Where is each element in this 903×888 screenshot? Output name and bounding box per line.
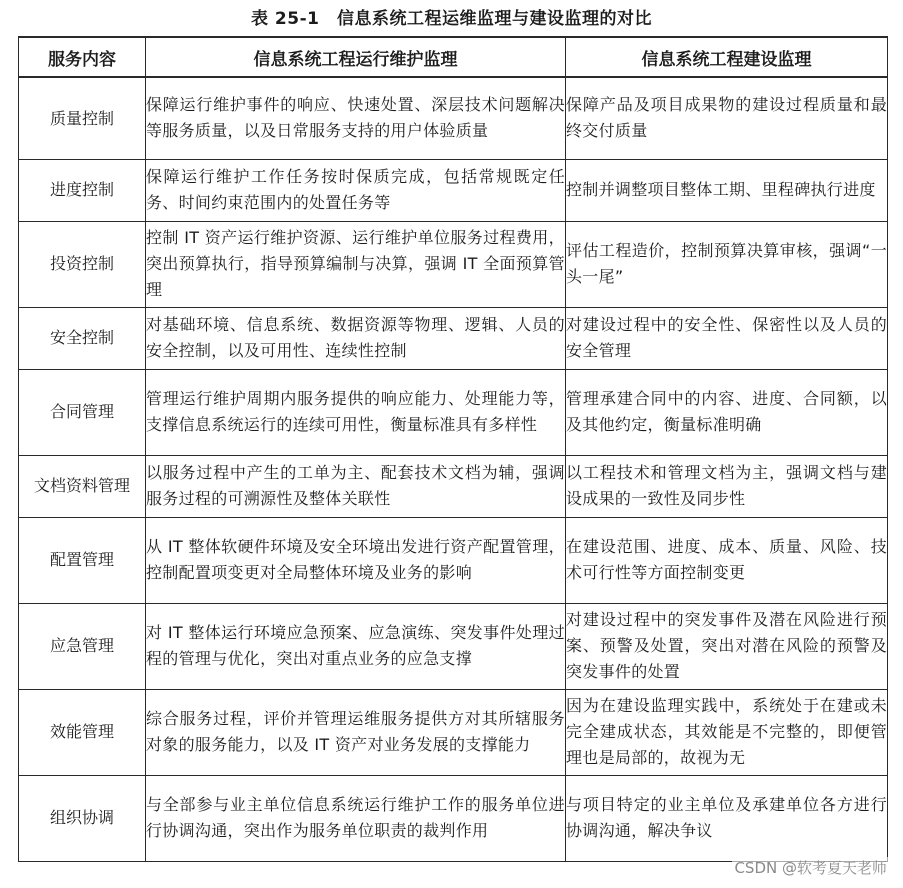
table-row bbox=[19, 77, 888, 159]
row-build-cell: 保障产品及项目成果物的建设过程质量和最终交付质量 bbox=[566, 77, 888, 159]
row-category: 合同管理 bbox=[19, 369, 146, 455]
row-build-cell: 评估工程造价，控制预算决算审核，强调“一头一尾” bbox=[566, 221, 888, 307]
comparison-table bbox=[18, 36, 888, 862]
row-ops-cell: 对 IT 整体运行环境应急预案、应急演练、突发事件处理过程的管理与优化，突出对重点业务的应急支撑 bbox=[146, 603, 566, 689]
row-ops-cell: 以服务过程中产生的工单为主、配套技术文档为辅，强调服务过程的可溯源性及整体关联性 bbox=[146, 455, 566, 517]
row-ops-cell: 与全部参与业主单位信息系统运行维护工作的服务单位进行协调沟通，突出作为服务单位职责的裁判作用 bbox=[146, 775, 566, 861]
row-build-cell: 在建设范围、进度、成本、质量、风险、技术可行性等方面控制变更 bbox=[566, 517, 888, 603]
table-row bbox=[19, 689, 888, 775]
row-build-cell: 对建设过程中的安全性、保密性以及人员的安全管理 bbox=[566, 307, 888, 369]
table-row bbox=[19, 307, 888, 369]
table-title: 表 25-1 信息系统工程运维监理与建设监理的对比 bbox=[251, 9, 652, 29]
row-category: 组织协调 bbox=[19, 775, 146, 861]
row-ops-cell: 从 IT 整体软硬件环境及安全环境出发进行资产配置管理，控制配置项变更对全局整体环境及业务的影响 bbox=[146, 517, 566, 603]
row-ops-cell: 综合服务过程，评价并管理运维服务提供方对其所辖服务对象的服务能力，以及 IT 资产对业务发展的支撑能力 bbox=[146, 689, 566, 775]
header-build-supervision: 信息系统工程建设监理 bbox=[566, 37, 888, 77]
row-category: 投资控制 bbox=[19, 221, 146, 307]
row-build-cell: 因为在建设监理实践中，系统处于在建或未完全建成状态，其效能是不完整的，即便管理也是局部的，故视为无 bbox=[566, 689, 888, 775]
row-ops-cell: 保障运行维护工作任务按时保质完成，包括常规既定任务、时间约束范围内的处置任务等 bbox=[146, 159, 566, 221]
row-ops-cell: 管理运行维护周期内服务提供的响应能力、处理能力等，支撑信息系统运行的连续可用性，衡量标准具有多样性 bbox=[146, 369, 566, 455]
row-category: 文档资料管理 bbox=[19, 455, 146, 517]
table-row bbox=[19, 517, 888, 603]
csdn-watermark: CSDN @软考夏天老师 bbox=[734, 859, 887, 877]
row-ops-cell: 控制 IT 资产运行维护资源、运行维护单位服务过程费用，突出预算执行，指导预算编制与决算，强调 IT 全面预算管理 bbox=[146, 221, 566, 307]
table-row bbox=[19, 775, 888, 861]
row-category: 应急管理 bbox=[19, 603, 146, 689]
row-category: 进度控制 bbox=[19, 159, 146, 221]
row-build-cell: 对建设过程中的突发事件及潜在风险进行预案、预警及处置，突出对潜在风险的预警及突发事件的处置 bbox=[566, 603, 888, 689]
row-ops-cell: 对基础环境、信息系统、数据资源等物理、逻辑、人员的安全控制，以及可用性、连续性控制 bbox=[146, 307, 566, 369]
row-category: 效能管理 bbox=[19, 689, 146, 775]
table-row bbox=[19, 221, 888, 307]
header-ops-supervision: 信息系统工程运行维护监理 bbox=[146, 37, 566, 77]
table-row bbox=[19, 369, 888, 455]
row-category: 配置管理 bbox=[19, 517, 146, 603]
header-service-content: 服务内容 bbox=[19, 37, 146, 77]
row-build-cell: 与项目特定的业主单位及承建单位各方进行协调沟通，解决争议 bbox=[566, 775, 888, 861]
header-row bbox=[19, 37, 888, 77]
row-build-cell: 管理承建合同中的内容、进度、合同额，以及其他约定，衡量标准明确 bbox=[566, 369, 888, 455]
row-ops-cell: 保障运行维护事件的响应、快速处置、深层技术问题解决等服务质量，以及日常服务支持的用户体验质量 bbox=[146, 77, 566, 159]
row-category: 质量控制 bbox=[19, 77, 146, 159]
table-row bbox=[19, 159, 888, 221]
row-build-cell: 控制并调整项目整体工期、里程碑执行进度 bbox=[566, 159, 888, 221]
table-row bbox=[19, 455, 888, 517]
row-build-cell: 以工程技术和管理文档为主，强调文档与建设成果的一致性及同步性 bbox=[566, 455, 888, 517]
row-category: 安全控制 bbox=[19, 307, 146, 369]
table-row bbox=[19, 603, 888, 689]
